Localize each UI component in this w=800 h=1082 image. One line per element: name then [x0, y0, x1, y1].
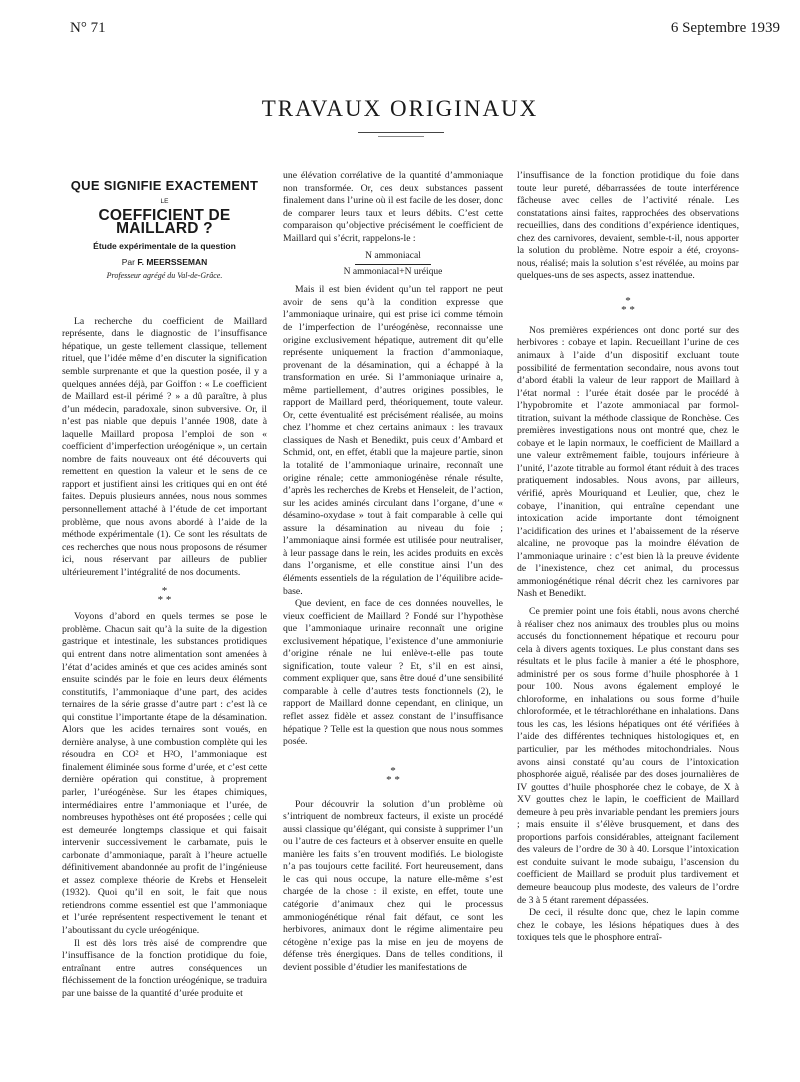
author-affiliation: Professeur agrégé du Val-de-Grâce. [106, 271, 223, 281]
paragraph: l’insuffisance de la fonction protidique du foie dans toute leur pureté, débarrassées de toute interférence fâcheuse avec celles de l’activité rénale. Les constatations ainsi faites, rapprochées des observations recueillies, dans des conditions d’expérience identiques, chez des carnivores, devaient, semble-t-il, nous apporter la solution du problème. Notre espoir a été, croyons-nous, réalisé; mais la solution s’est révélée, au moins par quelques-uns de ses aspects, assez inattendue. [517, 170, 739, 282]
paragraph: Ce premier point une fois établi, nous avons cherché à réaliser chez nos animaux des troubles plus ou moins accusés du fonctionnement hépatique et recouru pour cela à divers agents toxiques. Le plus constant dans ses résultats et le plus facile à manier a été le phosphore, administré per os sous forme d’huile phosphorée à 1 pour 100. Nous avons également employé le chloroforme, en inhalations ou sous forme d’huile chloroformée, et le tétrachloréthane en inhalations. Dans tous les cas, les lésions hépatiques ont été vérifiées à l’aide des différentes techniques histologiques et, en particulier, par les méthodes mitochondriales. Nous avons ainsi constaté qu’au cours de l’intoxication phosphorée aiguë, réalisée par des doses journalières de IV gouttes d’huile phosphorée chez le cobaye, de X à XV gouttes chez le lapin, le coefficient de Maillard demeure à peu près invariable pendant les premiers jours ; mais ensuite il s’élève brusquement, et dans des proportions parfois considérables, atteignant facilement des valeurs de l’ordre de 30 à 40. Lorsque l’intoxication est conduite suivant le mode subaigu, l’ascension du coefficient de Maillard se produit plus tardivement et demeure beaucoup plus modeste, des valeurs de l’ordre de 3 à 5 étant rarement dépassées. [517, 605, 739, 906]
page-header [70, 20, 780, 40]
paragraph: De ceci, il résulte donc que, chez le lapin comme chez le cobaye, les lésions hépatiques dues à des toxiques tels que le phosphore entraî- [517, 907, 739, 944]
article-title-line1: QUE SIGNIFIE EXACTEMENT [70, 178, 259, 193]
article-title-line3: COEFFICIENT DE MAILLARD ? [98, 207, 231, 237]
formula-denominator: N ammoniacal+N uréique [343, 266, 443, 277]
author-prefix: Par [121, 256, 135, 267]
article-title-line2: LE [160, 197, 169, 205]
issue-date: 6 Septembre 1939 [670, 20, 780, 36]
title-rule [358, 132, 444, 133]
issue-number: N° 71 [70, 20, 106, 36]
author-name: F. MEERSSEMAN [137, 256, 208, 267]
paragraph: Il est dès lors très aisé de comprendre que l’insuffisance de la fonction protidique du foie, entraînant entre autres conséquences un fléchissement de la fonction uréogénique, se traduira par une baisse de la quantité d’urée produite et [62, 937, 267, 999]
section-separator: * * * [621, 294, 635, 316]
paragraph: Voyons d’abord en quels termes se pose le problème. Chacun sait qu’à la suite de la digestion gastrique et intestinale, les substances protidiques qui entrent dans notre alimentation sont amenées à l’état d’acides aminés et que ces acides aminés sont ensuite scindés par le foie en leurs deux éléments constitutifs, l’ammoniaque d’une part, des acides ternaires de la série grasse d’autre part : c’est là ce qui constitue l’importante étape de la désamination. Alors que les acides ternaires sont voués, en dernière analyse, à une combustion complète qui les résoudra en CO² et H²O, l’ammoniaque est finalement éliminée sous forme d’urée, et c’est cette dernière opération qui constitue, à proprement parler, l’uréogénèse. Sur les étapes chimiques, intermédiaires entre l’ammoniaque et l’urée, de nombreuses hypothèses ont été proposées ; celle qui est demeurée longtemps classique et qui faisait intervenir successivement le carbamate, puis le carbonate d’ammoniaque, paraît à l’heure actuelle définitivement abandonnée au profit de l’ingénieuse et assez complexe théorie de Krebs et Henseleit (1932). Quoi qu’il en soit, le fait que nous retiendrons comme essentiel est que l’ammoniaque et l’urée représentent respectivement le tenant et l’aboutissant du cycle uréogénique. [62, 611, 267, 936]
section-title: TRAVAUX ORIGINAUX [261, 96, 539, 121]
paragraph: Mais il est bien évident qu’un tel rapport ne peut avoir de sens qu’à la condition expresse que l’ammoniaque urinaire, qui est prise ici comme témoin de l’imperfection de l’uréogénèse, reconnaisse une origine exclusivement hépatique, autrement dit qu’elle représente uniquement la fraction d’ammoniaque, provenant de la désamination, qui a échappé à la transformation en urée. Si l’ammoniaque urinaire a, même partiellement, d’autres origines possibles, le rapport de Maillard perd, théoriquement, toute valeur. Or, cette éventualité est précisément réalisée, au moins chez l’homme et chez certains animaux : les travaux classiques de Nash et Benedikt, puis ceux d’Ambard et Schmid, ont, en effet, établi que la majeure partie, sinon la totalité de l’ammoniaque urinaire, reconnaît une origine rénale; cette ammoniogénèse rénale résulte, d’après les recherches de Krebs et Henseleit, de l’action, sur les acides aminés circulant dans l’organe, d’une « désamino-oxydase » tout à fait comparable à celle qui assure la désamination au niveau du foie ; l’ammoniaque ainsi formée est utilisée pour neutraliser, à leur passage dans le rein, les acides produits en excès dans l’organisme, et elle constitue ainsi l’un des éléments essentiels de la régulation de l’équilibre acide-base. [283, 284, 503, 597]
title-rule-short [378, 136, 424, 137]
paragraph: une élévation corrélative de la quantité d’ammoniaque non transformée. Or, ces deux substances passent finalement dans l’urine où il est facile de les doser, donc de comparer leurs taux et leurs débits. C’est cette comparaison qu’objective précisément le coefficient de Maillard qui s’écrit, rappelons-le : [283, 170, 503, 244]
formula-numerator: N ammoniacal [355, 250, 431, 265]
column-2 [283, 170, 503, 974]
paragraph: Que devient, en face de ces données nouvelles, le vieux coefficient de Maillard ? Fondé sur l’hypothèse que l’ammoniaque urinaire reconnaît une origine exclusivement hépatique, l’existence d’une ammoniurie d’origine rénale ne lui enlève-t-elle pas toute signification, toute valeur ? Et, s’il en est ainsi, comment expliquer que, sans être doué d’une sensibilité comparable à celle d’autres tests fonctionnels (2), le rapport de Maillard donne cependant, en clinique, un reflet assez fidèle et assez constant de l’insuffisance hépatique ? Telle est la question que nous nous sommes posée. [283, 598, 503, 748]
article-subtitle: Étude expérimentale de la question [93, 241, 236, 252]
paragraph: Nos premières expériences ont donc porté sur des herbivores : cobaye et lapin. Recueillant l’urine de ces animaux à l’aide d’un dispositif excluant toute possibilité de fermentation secondaire, nous avons tout d’abord établi la valeur de leur rapport de Maillard à l’état normal : l’urée était dosée par le procédé à l’hypobromite et l’azote ammoniacal par formol-titration, suivant la méthode classique de Ronchèse. Ces premières investigations nous ont montré que, chez le cobaye et le lapin normaux, le coefficient de Maillard a une valeur extrêmement faible, toujours inférieure à l’unité, l’azote titrable au formol étant réduit à des traces pratiquement indosables. Nous avons, par ailleurs, vérifié, après Mouriquand et Leulier, que, chez le cobaye, l’inanition, qui entraîne cependant une intoxication acide importante dont témoignent l’acidification des urines et l’abaissement de la réserve alcaline, ne provoque pas la moindre élévation de l’ammoniaque urinaire : c’est bien là la preuve évidente de l’inexistence, chez cet animal, du processus ammoniogénétique rénal décrit chez les carnivores par Nash et Benedikt. [517, 324, 739, 600]
section-separator: * * * [157, 585, 172, 607]
article-heading [62, 180, 267, 283]
section-separator: * * * [386, 764, 400, 786]
article-byline [62, 256, 267, 269]
maillard-formula [283, 250, 503, 278]
paragraph: La recherche du coefficient de Maillard représente, dans le diagnostic de l’insuffisance hépatique, un geste tellement classique, tellement rituel, que l’idée même d’en discuter la signification semble surprenante et que la question posée, il y a quelques années déjà, par Goiffon : « Le coefficient de Maillard est-il périmé ? » a dû paraître, à plus d’un médecin, paradoxale, sinon subversive. Or, il n’est pas niable que depuis l’année 1908, date à laquelle Maillard proposa l’emploi de son « coefficient d’imperfection uréogénique », un certain nombre de faits nouveaux ont été découverts qui remettent en question la valeur et le sens de ce rapport et justifient ainsi les critiques qui en ont été faites. Depuis plusieurs années, nous nous sommes personnellement attaché à l’étude de cet important problème, que nous avons abordé à l’aide de la méthode expérimentale (1). Ce sont les résultats de ces recherches que nous nous proposons de résumer ici, nous réservant par ailleurs de publier ultérieurement l’intégralité de nos documents. [62, 315, 267, 578]
column-1 [62, 180, 267, 1000]
paragraph: Pour découvrir la solution d’un problème où s’intriquent de nombreux facteurs, il existe un procédé aussi classique qu’élégant, qui consiste à supprimer l’un ou l’autre de ces facteurs et à observer ensuite en quelle manière les faits s’en trouvent modifiés. Le biologiste n’a pas toujours cette facilité. Fort heureusement, dans le cas qui nous occupe, la nature elle-même s’est chargée de la chose : il existe, en effet, toute une catégorie d’animaux chez qui le processus ammoniogénétique rénal fait défaut, ce sont les herbivores, animaux dont le régime alimentaire peu cétogène n’exige pas la mise en jeu de moyens de défense très énergiques. Dans de telles conditions, il devient possible d’étudier les manifestations de [283, 798, 503, 973]
column-3 [517, 170, 739, 945]
